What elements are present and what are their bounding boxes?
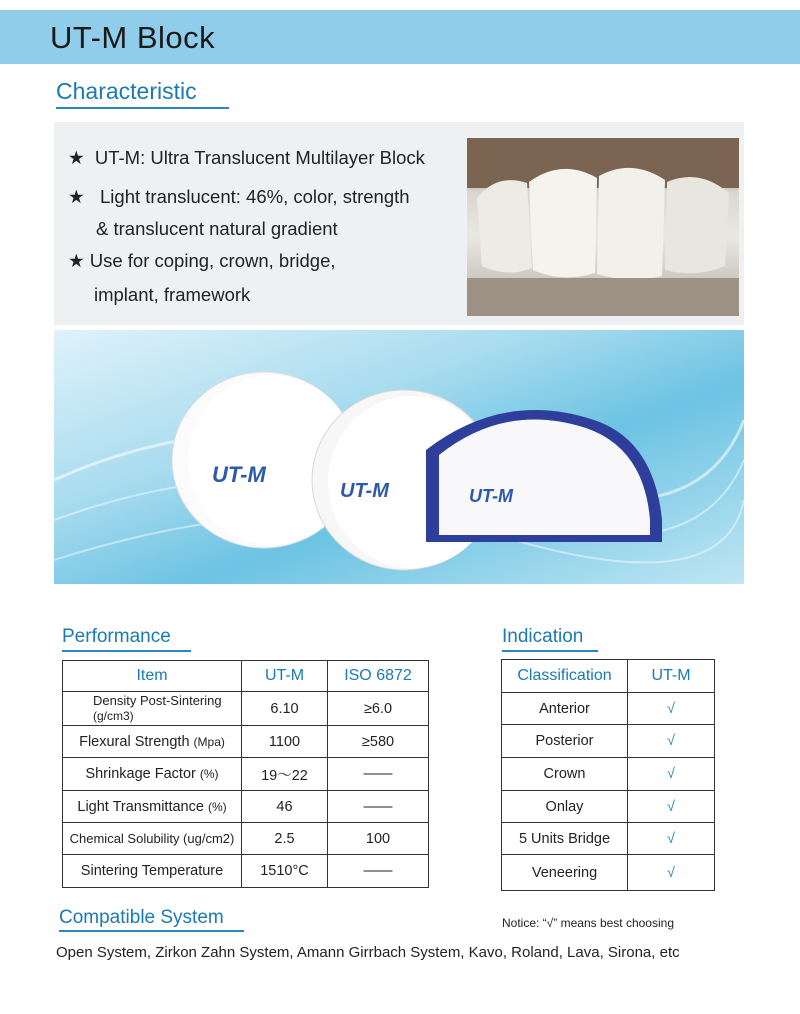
notice-text: Notice: “√” means best choosing [502,916,674,930]
indication-header-row [502,660,715,693]
row-iso: —— [328,758,429,791]
col-item: Item [63,661,242,692]
disc-logo-2: UT-M [340,480,389,502]
table-row [63,855,429,888]
characteristic-heading: Characteristic [56,78,197,104]
bullet-3-cont: implant, framework [94,284,251,305]
bullet-2-cont: & translucent natural gradient [96,218,338,239]
indication-table [501,659,715,891]
row-iso: ≥6.0 [328,692,429,726]
table-row [63,692,429,726]
check-icon: √ [628,823,715,855]
row-item: Shrinkage Factor (%) [63,758,242,791]
table-row [502,855,715,891]
col-utm: UT-M [242,661,328,692]
performance-header-row [63,661,429,692]
col-iso: ISO 6872 [328,661,429,692]
characteristic-underline [56,107,229,109]
table-row [502,823,715,855]
row-utm: 6.10 [242,692,328,726]
table-row [63,726,429,758]
performance-underline [62,650,191,652]
row-item: Flexural Strength (Mpa) [63,726,242,758]
block-logo: UT-M [469,486,513,506]
row-utm: 2.5 [242,823,328,855]
compatible-heading: Compatible System [59,907,224,928]
indication-heading: Indication [502,626,584,647]
row-item: Density Post-Sintering (g/cm3) [63,692,242,726]
col-utm: UT-M [628,660,715,693]
performance-heading: Performance [62,626,171,647]
row-iso: —— [328,791,429,823]
col-classification: Classification [502,660,628,693]
row-item: Chemical Solubility (ug/cm2) [63,823,242,855]
row-utm: 1100 [242,726,328,758]
bullet-3: ★ Use for coping, crown, bridge, [68,250,336,271]
row-utm: 46 [242,791,328,823]
row-utm: 19～22 [242,758,328,791]
check-icon: √ [628,693,715,725]
row-utm: 1510°C [242,855,328,888]
row-name: Onlay [502,791,628,823]
check-icon: √ [628,855,715,891]
row-iso: 100 [328,823,429,855]
table-row [63,791,429,823]
row-iso: —— [328,855,429,888]
table-row [63,823,429,855]
row-name: 5 Units Bridge [502,823,628,855]
table-row [502,758,715,791]
table-row [502,693,715,725]
teeth-photo [467,138,739,316]
bullet-2: ★ Light translucent: 46%, color, strength [68,186,410,207]
row-name: Posterior [502,725,628,758]
table-row [502,725,715,758]
table-row [63,758,429,791]
page-title: UT-M Block [50,20,216,55]
table-row [502,791,715,823]
disc-logo: UT-M [212,462,266,487]
compatible-systems-text: Open System, Zirkon Zahn System, Amann Girrbach System, Kavo, Roland, Lava, Sirona, etc [56,944,680,961]
bullet-1: ★ UT-M: Ultra Translucent Multilayer Block [68,147,425,168]
performance-table [62,660,429,888]
row-item: Light Transmittance (%) [63,791,242,823]
check-icon: √ [628,758,715,791]
product-banner [54,330,744,584]
row-iso: ≥580 [328,726,429,758]
row-name: Anterior [502,693,628,725]
row-name: Crown [502,758,628,791]
indication-underline [502,650,598,652]
compatible-underline [59,930,244,932]
check-icon: √ [628,791,715,823]
row-item: Sintering Temperature [63,855,242,888]
title-banner [0,10,800,64]
row-name: Veneering [502,855,628,891]
check-icon: √ [628,725,715,758]
